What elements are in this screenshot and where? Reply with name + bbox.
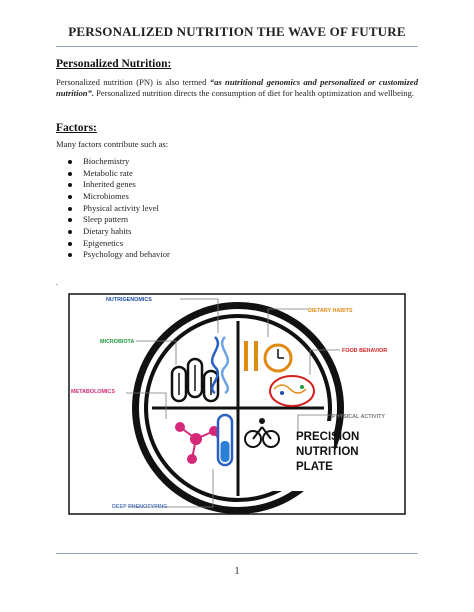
label-microbiota: MICROBIOTA xyxy=(100,339,135,345)
footer-rule xyxy=(56,553,418,554)
paragraph-text-end: Personalized nutrition directs the consumption of diet for health optimization and wellbeing. xyxy=(93,88,415,99)
label-nutrigenomics: NUTRIGENOMICS xyxy=(106,297,152,303)
plate-title-line-1: PRECISION xyxy=(296,431,360,443)
section-heading-factors: Factors: xyxy=(56,122,97,134)
list-item: Epigenetics xyxy=(68,238,170,250)
label-metabolomics: METABOLOMICS xyxy=(71,389,115,395)
test-tube-icon xyxy=(218,415,232,465)
list-item: Inherited genes xyxy=(68,179,170,191)
label-food-behavior: FOOD BEHAVIOR xyxy=(342,348,388,354)
label-physical-activity: PHYSICAL ACTIVITY xyxy=(332,414,386,420)
page-number: 1 xyxy=(234,566,240,577)
stray-mark: . xyxy=(56,278,58,287)
label-dietary-habits: DIETARY HABITS xyxy=(308,308,353,314)
paragraph-text-start: Personalized nutrition (PN) is also termed xyxy=(56,77,210,87)
list-item: Dietary habits xyxy=(68,226,170,238)
brain-icon xyxy=(270,376,314,406)
paragraph-emphasis: “as nutritional genomics and personalized or customized nutrition”. xyxy=(56,77,419,99)
plate-title-line-3: PLATE xyxy=(296,461,333,473)
factors-list xyxy=(68,156,170,261)
label-deep-phenotyping: DEEP PHENOTYPING xyxy=(112,504,168,510)
list-item: Metabolic rate xyxy=(68,168,170,180)
list-item: Psychology and behavior xyxy=(68,249,170,261)
header-rule xyxy=(56,46,418,47)
plate-title-line-2: NUTRITION xyxy=(296,446,359,458)
list-item: Physical activity level xyxy=(68,203,170,215)
list-item: Microbiomes xyxy=(68,191,170,203)
precision-nutrition-plate-diagram xyxy=(68,293,406,515)
clock-icon xyxy=(265,345,291,371)
list-item: Sleep pattern xyxy=(68,214,170,226)
section-heading-personalized-nutrition: Personalized Nutrition: xyxy=(56,58,172,70)
list-item: Biochemistry xyxy=(68,156,170,168)
factors-intro: Many factors contribute such as: xyxy=(56,139,169,149)
document-title: PERSONALIZED NUTRITION THE WAVE OF FUTURE xyxy=(68,24,406,39)
personalized-nutrition-paragraph xyxy=(56,77,418,100)
